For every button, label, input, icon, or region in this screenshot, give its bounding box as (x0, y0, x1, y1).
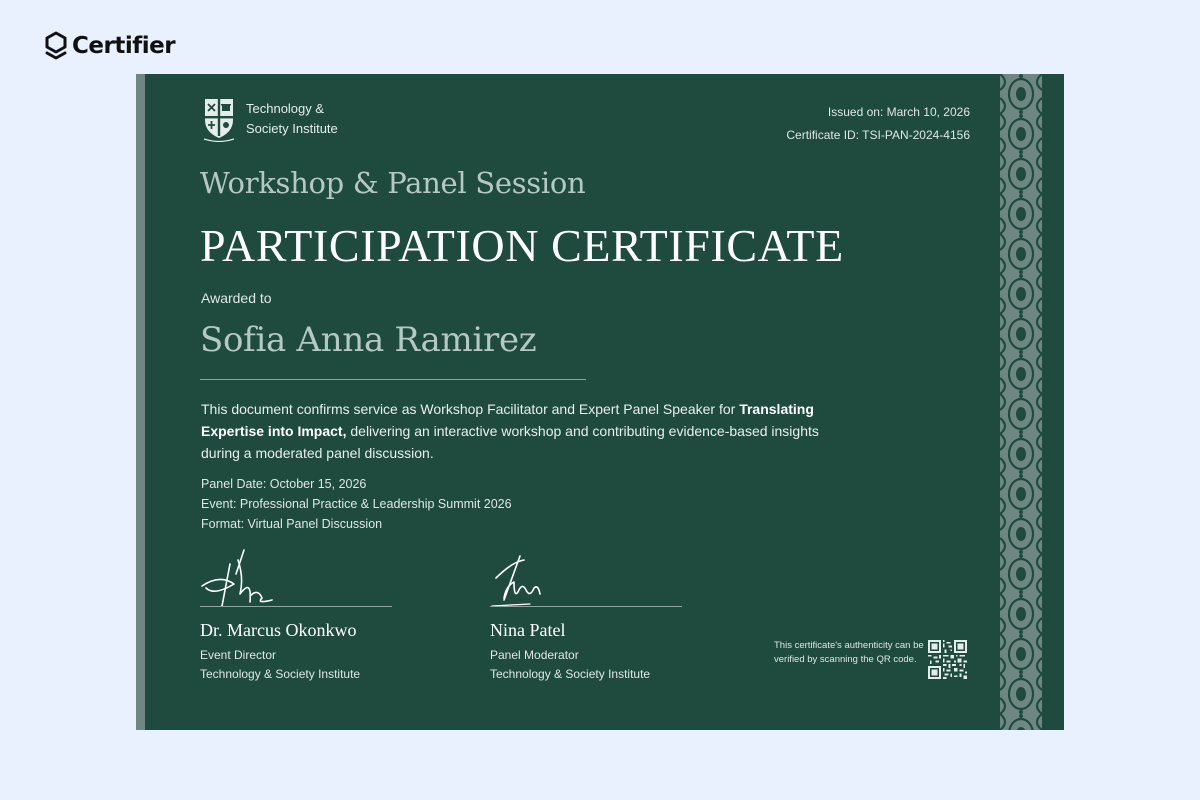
signature-image-1 (200, 544, 400, 608)
signatory-2-organization: Technology & Society Institute (490, 667, 651, 681)
certificate-left-edge (136, 74, 145, 730)
event-name: Event: Professional Practice & Leadership Summit 2026 (201, 497, 512, 511)
certifier-logo-icon (44, 31, 68, 61)
event-format: Format: Virtual Panel Discussion (201, 517, 383, 531)
institution-header (202, 96, 338, 142)
signatory-1-name: Dr. Marcus Okonkwo (200, 620, 357, 640)
brand-header (44, 30, 175, 62)
certificate (136, 74, 1064, 730)
signature-line-1 (200, 606, 392, 607)
qr-code-icon (928, 640, 967, 679)
recipient-name: Sofia Anna Ramirez (200, 320, 537, 360)
institute-crest-icon (202, 96, 236, 142)
ornament-pattern (1000, 74, 1042, 730)
decorative-border-pattern (1000, 74, 1042, 730)
panel-date: Panel Date: October 15, 2026 (201, 477, 367, 491)
description-highlight: Translating Expertise into Impact, (201, 401, 814, 439)
institution-name-line2: Society Institute (246, 121, 338, 136)
verification-note: This certificate's authenticity can be verified by scanning the QR code. (774, 640, 924, 665)
certificate-title: PARTICIPATION CERTIFICATE (200, 220, 844, 271)
description-text-1: This document confirms service as Workshop Facilitator and Expert Panel Speaker for (201, 401, 736, 417)
event-details (201, 474, 512, 534)
signatory-2-role: Panel Moderator (490, 648, 579, 662)
certificate-subtitle: Workshop & Panel Session (200, 166, 586, 200)
certificate-description (201, 398, 861, 464)
certificate-right-margin (1042, 74, 1064, 730)
signature-line-2 (490, 606, 682, 607)
signatory-2-name: Nina Patel (490, 620, 566, 640)
awarded-to-label: Awarded to (201, 290, 272, 306)
issue-info (786, 101, 970, 147)
recipient-divider (200, 379, 586, 380)
brand-name: Certifier (72, 33, 176, 59)
signature-image-2 (490, 544, 690, 608)
certificate-id: Certificate ID: TSI-PAN-2024-4156 (786, 128, 970, 142)
institution-name-line1: Technology & (246, 101, 325, 116)
signatory-1-organization: Technology & Society Institute (200, 667, 361, 681)
signatory-1-role: Event Director (200, 648, 277, 662)
description-text-2: delivering an interactive workshop and contributing evidence-based insights during a moderated panel discussion. (201, 423, 819, 461)
issued-date: Issued on: March 10, 2026 (827, 105, 970, 119)
